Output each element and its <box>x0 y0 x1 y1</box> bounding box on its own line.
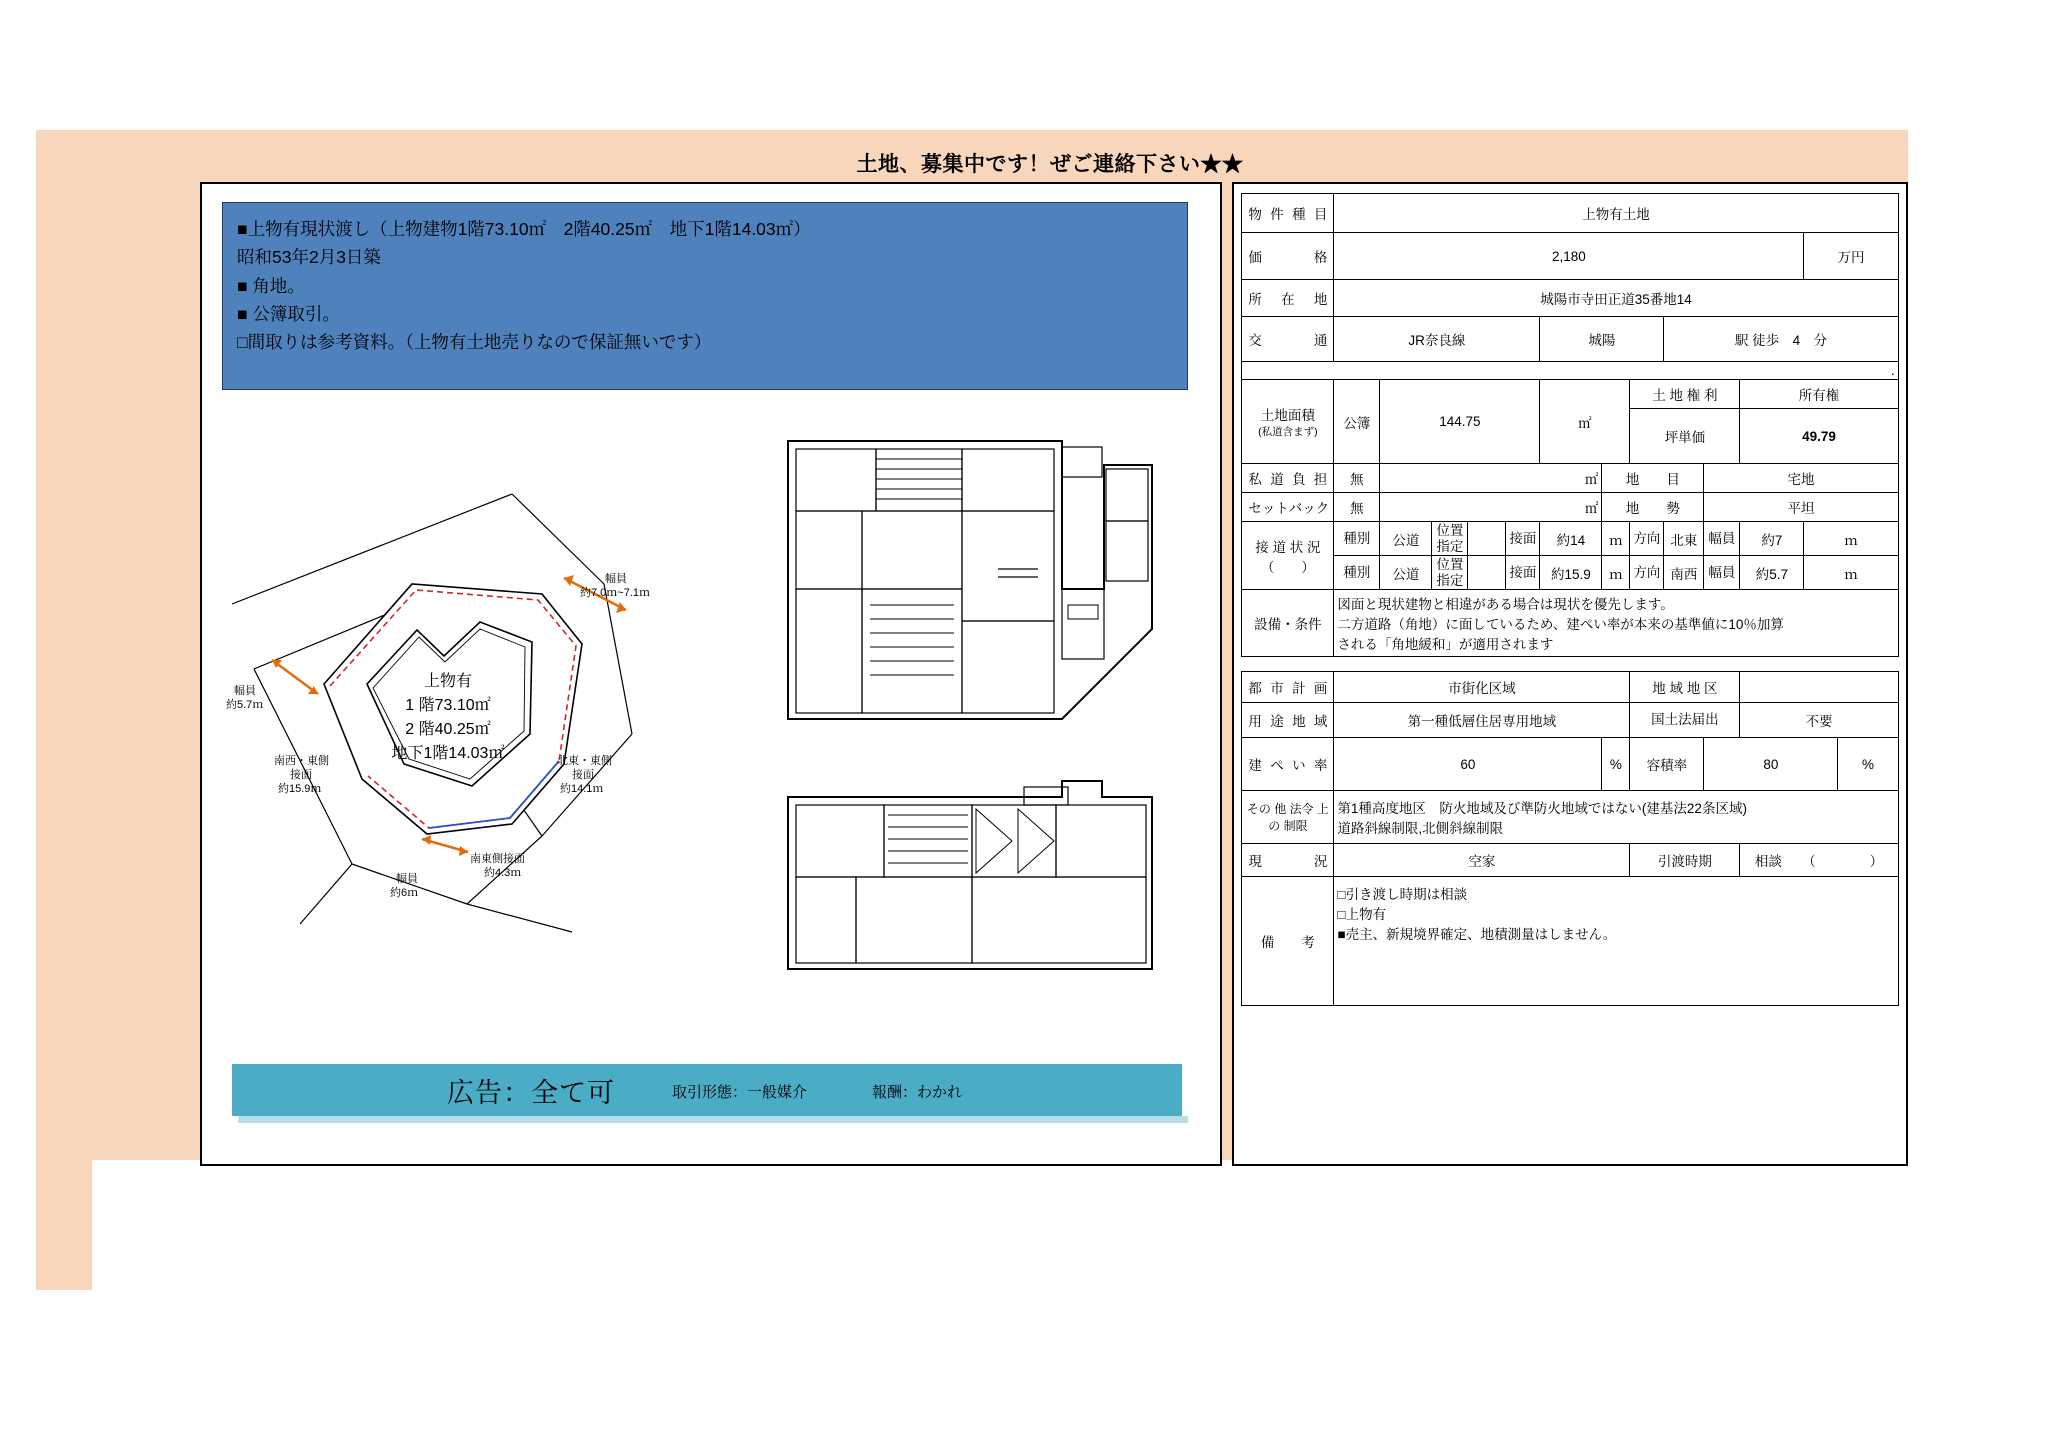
table-row-road-1 <box>1242 522 1898 556</box>
road-2-setsumen-label: 接面 <box>1506 556 1540 590</box>
notes-box <box>222 202 1188 390</box>
table-row-private-road <box>1242 464 1898 493</box>
access-station: 城陽 <box>1540 317 1664 362</box>
remarks-value <box>1334 877 1898 1006</box>
road-label-sub: （ ） <box>1260 559 1315 575</box>
kenpei-label: 建ぺい率 <box>1242 738 1334 791</box>
advertising-bar <box>232 1064 1182 1116</box>
area-label: 地 域 地 区 <box>1630 672 1740 703</box>
area-value <box>1740 672 1898 703</box>
chimoku-value: 宅地 <box>1704 464 1898 493</box>
table-row-use <box>1242 703 1898 738</box>
svg-text:接面: 接面 <box>290 769 312 781</box>
road-2-span-unit: ｍ <box>1804 556 1898 590</box>
use-value: 第一種低層住居専用地域 <box>1334 703 1630 738</box>
road-2-kind: 公道 <box>1380 556 1432 590</box>
private-road-unit: ㎡ <box>1380 464 1602 493</box>
status-label: 現 況 <box>1242 844 1334 877</box>
table-row-address <box>1242 280 1898 317</box>
table-row-setback <box>1242 493 1898 522</box>
land-area-label <box>1242 380 1334 464</box>
svg-text:南西・東側: 南西・東側 <box>274 755 329 767</box>
kokudo-label: 国土法届出 <box>1630 703 1740 738</box>
land-area-unit: ㎡ <box>1540 380 1630 464</box>
yoseki-label: 容積率 <box>1630 738 1704 791</box>
svg-text:約6ｍ: 約6ｍ <box>390 887 419 899</box>
road-2-shitei <box>1468 556 1506 590</box>
road-2-unit: ｍ <box>1602 556 1630 590</box>
chimoku-label: 地 目 <box>1602 464 1704 493</box>
table-row-city-plan <box>1242 672 1898 703</box>
setback-unit: ㎡ <box>1380 493 1602 522</box>
setback-value: 無 <box>1334 493 1380 522</box>
road-2-kind-label: 種別 <box>1334 556 1380 590</box>
remarks-line-1: □引き渡し時期は相談 <box>1337 887 1468 903</box>
kenpei-value: 60 <box>1334 738 1602 791</box>
access-label: 交 通 <box>1242 317 1334 362</box>
svg-text:約14.1ｍ: 約14.1ｍ <box>560 783 604 795</box>
note-line-5: □間取りは参考資料。（上物有土地売りなので保証無いです） <box>237 332 712 353</box>
road-2-dir: 南西 <box>1664 556 1704 590</box>
facility-label: 設備・条件 <box>1242 590 1334 657</box>
address-value: 城陽市寺田正道35番地14 <box>1334 280 1898 317</box>
road-1-shitei <box>1468 522 1506 556</box>
svg-text:幅員: 幅員 <box>234 685 256 697</box>
road-2-width: 約15.9 <box>1540 556 1602 590</box>
status-value: 空家 <box>1334 844 1630 877</box>
setback-label: セットバック <box>1242 493 1334 522</box>
table-row-facility <box>1242 590 1898 657</box>
chisei-label: 地 勢 <box>1602 493 1704 522</box>
table-row-other <box>1242 791 1898 844</box>
land-area-label-sub: (私道含まず) <box>1258 426 1318 438</box>
fee-label: 報酬：わかれ <box>872 1084 963 1101</box>
land-area-value: 144.75 <box>1380 380 1540 464</box>
table-row-road-2 <box>1242 556 1898 590</box>
note-line-4: ■ 公簿取引。 <box>237 304 340 325</box>
tsubo-value: 49.79 <box>1740 409 1898 464</box>
yoseki-unit: % <box>1838 738 1898 791</box>
road-label-main: 接 道 状 況 <box>1255 539 1321 555</box>
kenpei-unit: % <box>1602 738 1630 791</box>
spec-table <box>1241 193 1898 1006</box>
background-bottom <box>92 1160 1922 1454</box>
table-row-access-spacer <box>1242 362 1898 380</box>
city-plan-value: 市街化区域 <box>1334 672 1630 703</box>
floor-plan-drawings <box>762 429 1212 1039</box>
svg-text:北東・東側: 北東・東側 <box>557 755 612 767</box>
table-row-ratios <box>1242 738 1898 791</box>
city-plan-label: 都 市 計 画 <box>1242 672 1334 703</box>
svg-text:約4.3ｍ: 約4.3ｍ <box>484 867 522 879</box>
facility-line-1: 図面と現状建物と相違がある場合は現状を優先します。 <box>1337 597 1674 613</box>
remarks-line-2: □上物有 <box>1337 907 1387 923</box>
private-road-label: 私 道 負 担 <box>1242 464 1334 493</box>
road-1-width: 約14 <box>1540 522 1602 556</box>
chisei-value: 平坦 <box>1704 493 1898 522</box>
road-2-span-label: 幅員 <box>1704 556 1740 590</box>
note-line-1: ■上物有現状渡し（上物建物1階73.10㎡ 2階40.25㎡ 地下1階14.03㎡） <box>237 219 811 239</box>
table-row-property-type <box>1242 194 1898 233</box>
handover-value: 相談 （ ） <box>1740 844 1898 877</box>
address-label: 所 在 地 <box>1242 280 1334 317</box>
page-title: 土地、募集中です！ぜご連絡下さい★★ <box>856 153 1244 176</box>
svg-text:南東側接面: 南東側接面 <box>470 853 525 865</box>
facility-line-2: 二方道路（角地）に面しているため、建ぺい率が本来の基準値に10％加算 <box>1337 617 1784 633</box>
table-row-price <box>1242 233 1898 280</box>
road-1-unit: ｍ <box>1602 522 1630 556</box>
road-2-span: 約5.7 <box>1740 556 1804 590</box>
yoseki-value: 80 <box>1704 738 1838 791</box>
spec-panel <box>1232 182 1908 1166</box>
remarks-label: 備 考 <box>1242 877 1334 1006</box>
road-1-dir: 北東 <box>1664 522 1704 556</box>
land-right-value: 所有権 <box>1740 380 1898 409</box>
property-type-label: 物 件 種 目 <box>1242 194 1334 233</box>
svg-text:約7.0ｍ~7.1ｍ: 約7.0ｍ~7.1ｍ <box>580 587 651 599</box>
note-line-2: 昭和53年2月3日築 <box>237 247 381 268</box>
handover-label: 引渡時期 <box>1630 844 1740 877</box>
price-label: 価 格 <box>1242 233 1334 280</box>
property-type-value: 上物有土地 <box>1334 194 1898 233</box>
road-2-shitei-label: 位置指定 <box>1432 556 1468 590</box>
access-line: JR奈良線 <box>1334 317 1540 362</box>
access-spacer: . <box>1242 362 1898 380</box>
land-area-label-main: 土地面積 <box>1260 408 1315 423</box>
table-row-land-area <box>1242 380 1898 409</box>
remarks-line-3: ■売主、新規境界確定、地積測量はしません。 <box>1337 927 1617 943</box>
price-unit: 万円 <box>1804 233 1898 280</box>
svg-text:地下1階14.03㎡: 地下1階14.03㎡ <box>391 745 505 762</box>
road-1-dir-label: 方向 <box>1630 522 1664 556</box>
table-row-remarks <box>1242 877 1898 1006</box>
road-1-kind-label: 種別 <box>1334 522 1380 556</box>
road-1-setsumen-label: 接面 <box>1506 522 1540 556</box>
road-1-shitei-label: 位置指定 <box>1432 522 1468 556</box>
other-value <box>1334 791 1898 844</box>
table-row-status <box>1242 844 1898 877</box>
road-1-span: 約7 <box>1740 522 1804 556</box>
private-road-value: 無 <box>1334 464 1380 493</box>
road-1-span-unit: ｍ <box>1804 522 1898 556</box>
other-label: その 他 法令 上 の 制限 <box>1242 791 1334 844</box>
svg-text:接面: 接面 <box>572 769 594 781</box>
road-1-kind: 公道 <box>1380 522 1432 556</box>
land-area-kind: 公簿 <box>1334 380 1380 464</box>
land-right-label: 土 地 権 利 <box>1630 380 1740 409</box>
road-2-dir-label: 方向 <box>1630 556 1664 590</box>
left-panel <box>200 182 1222 1166</box>
other-line-1: 第1種高度地区 防火地域及び準防火地域ではない(建基法22条区域) <box>1337 801 1747 817</box>
site-plan-drawing <box>212 434 772 1034</box>
tsubo-label: 坪単価 <box>1630 409 1740 464</box>
facility-line-3: される「角地緩和」が適用されます <box>1337 637 1554 653</box>
other-line-2: 道路斜線制限,北側斜線制限 <box>1337 821 1504 837</box>
table-row-spacer <box>1242 657 1898 672</box>
svg-text:約5.7ｍ: 約5.7ｍ <box>226 699 264 711</box>
svg-text:上物有: 上物有 <box>423 673 473 690</box>
background-right <box>1908 130 2056 1290</box>
price-value: 2,180 <box>1334 233 1804 280</box>
svg-text:幅員: 幅員 <box>605 573 627 585</box>
road-label <box>1242 522 1334 590</box>
table-row-access <box>1242 317 1898 362</box>
trade-type-label: 取引形態：一般媒介 <box>672 1084 808 1101</box>
svg-text:幅員: 幅員 <box>396 873 418 885</box>
note-line-3: ■ 角地。 <box>237 275 305 296</box>
advertising-label: 広告：全て可 <box>447 1078 615 1108</box>
svg-text:約15.9ｍ: 約15.9ｍ <box>278 783 322 795</box>
kokudo-value: 不要 <box>1740 703 1898 738</box>
spacer-cell <box>1242 657 1898 672</box>
svg-text:2 階40.25㎡: 2 階40.25㎡ <box>405 721 491 738</box>
use-label: 用 途 地 域 <box>1242 703 1334 738</box>
access-walk: 駅 徒歩 4 分 <box>1664 317 1898 362</box>
svg-text:1 階73.10㎡: 1 階73.10㎡ <box>405 697 491 714</box>
facility-value <box>1334 590 1898 657</box>
advertising-bar-shadow <box>238 1116 1188 1123</box>
road-1-span-label: 幅員 <box>1704 522 1740 556</box>
